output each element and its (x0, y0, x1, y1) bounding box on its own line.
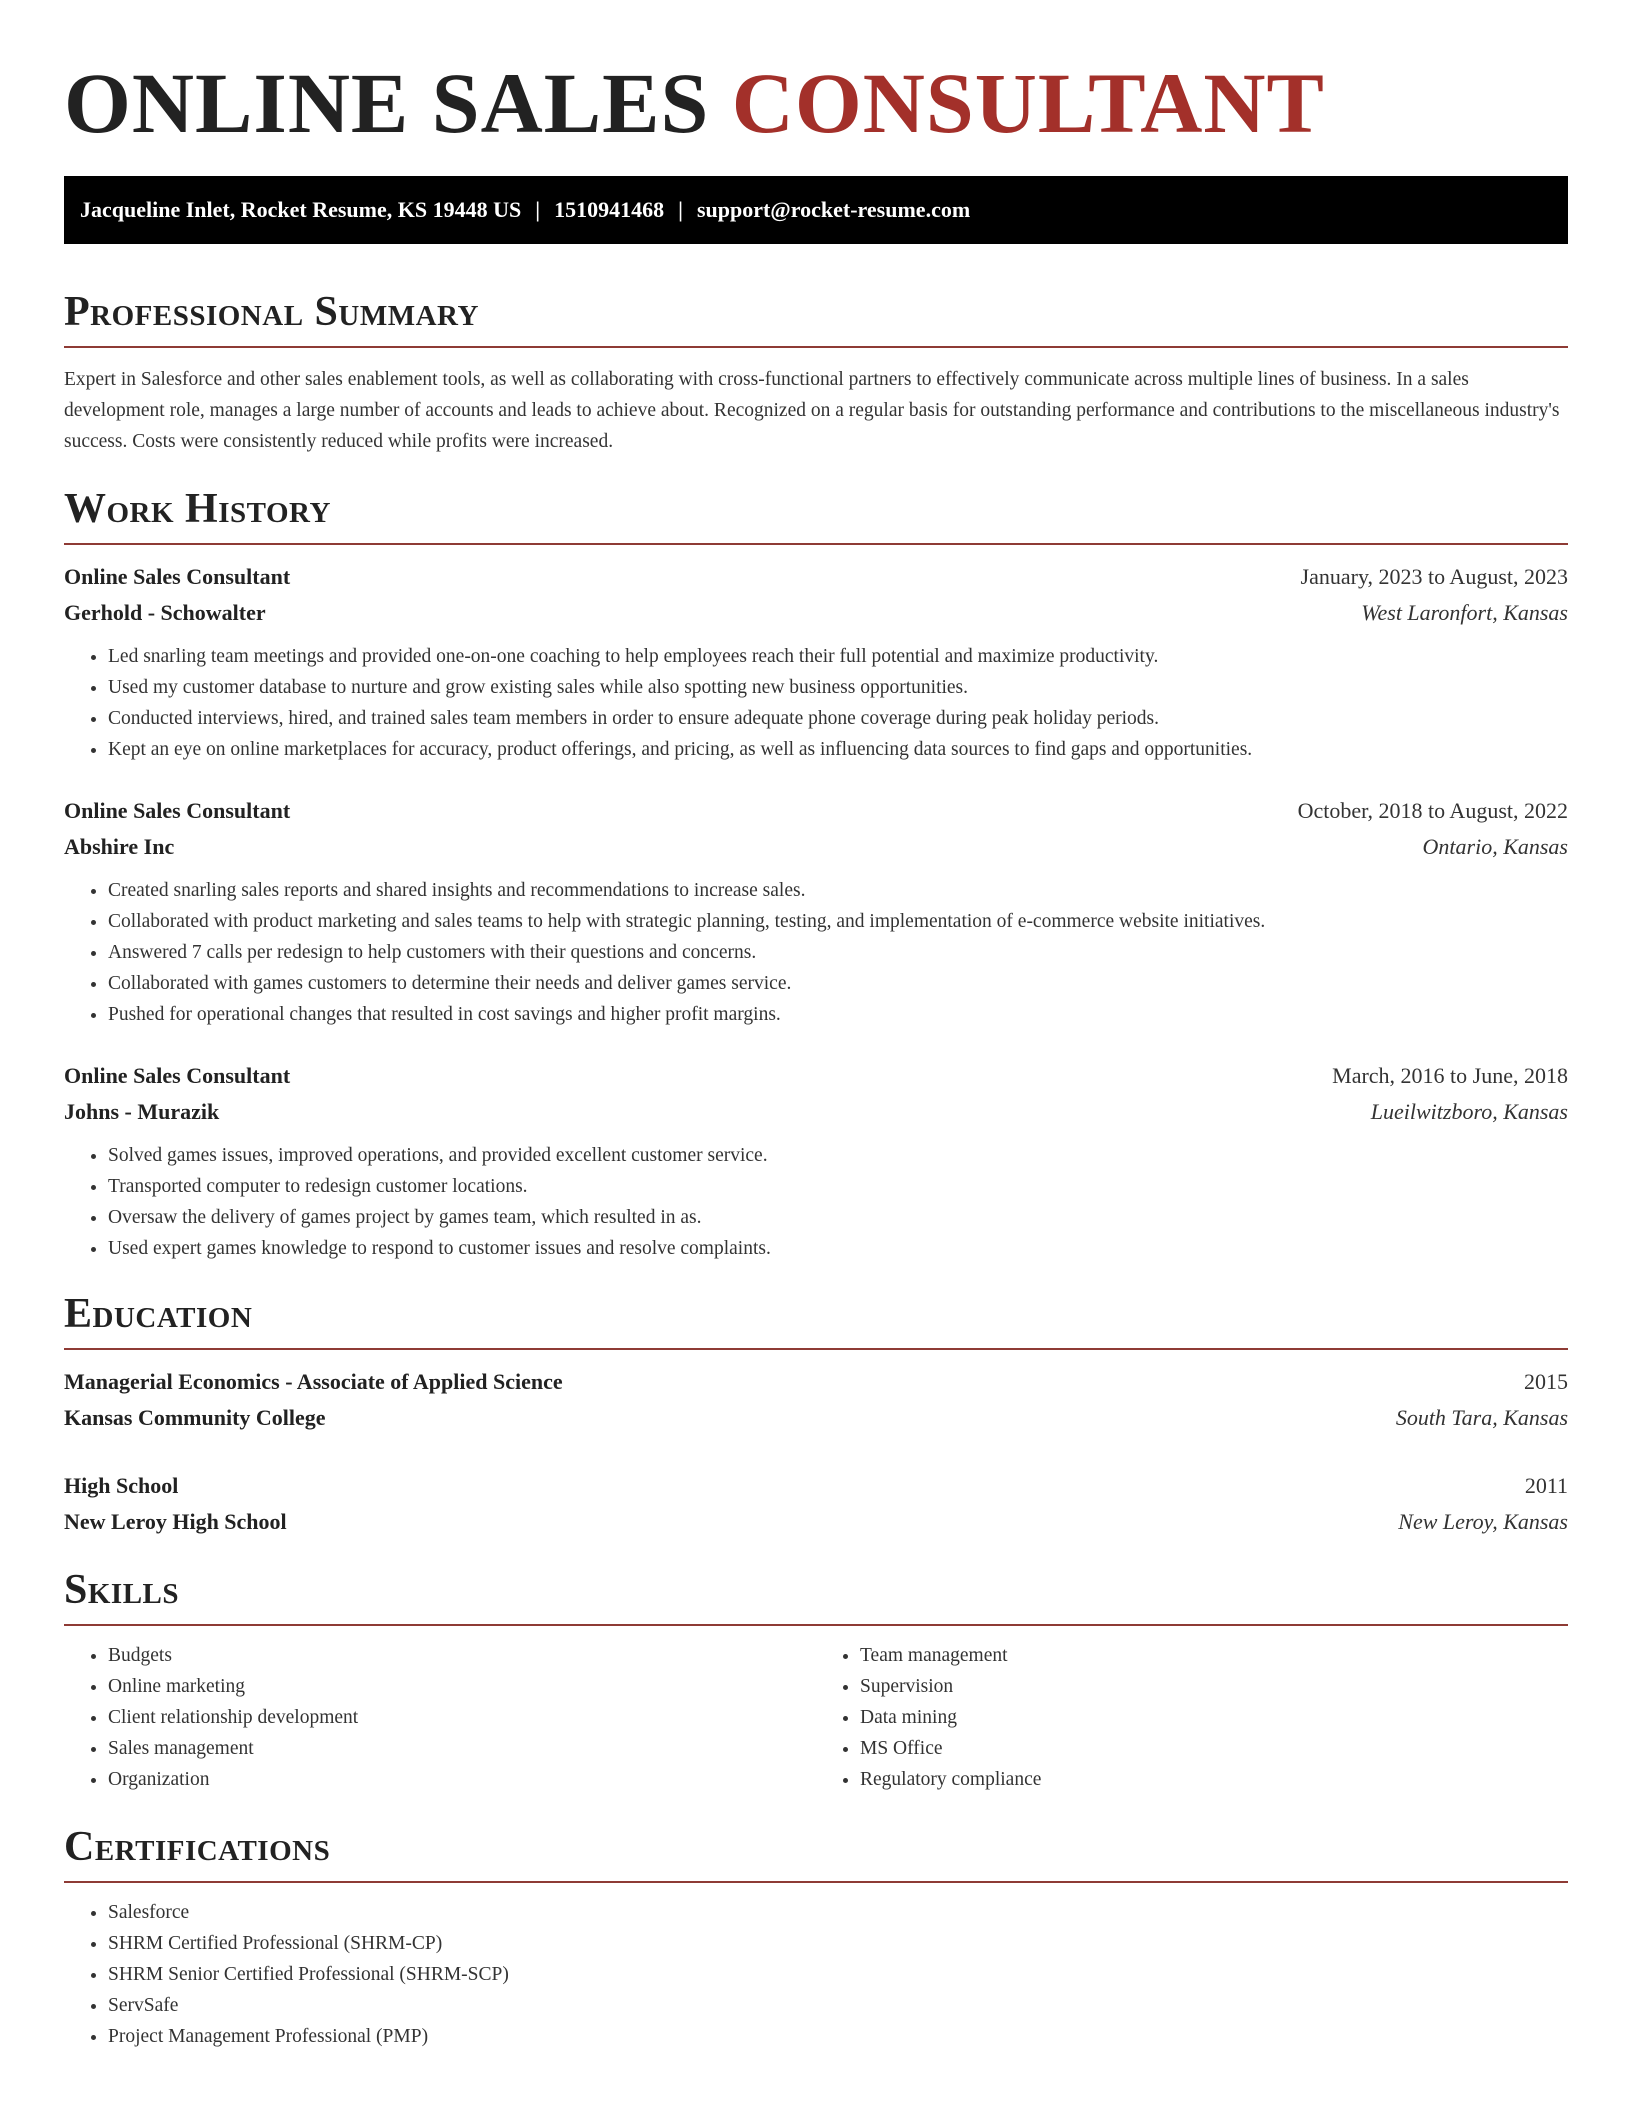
education-location: South Tara, Kansas (1395, 1405, 1568, 1430)
section-heading-certifications: Certifications (64, 1823, 1568, 1883)
education-school-row (64, 1400, 1568, 1436)
skill-item: • Team management (860, 1640, 1568, 1671)
job-bullet: • Collaborated with product marketing and sales teams to help with strategic planning, testing, and implementation of e-commerce website initiatives. (108, 906, 1568, 937)
education-year: 2015 (1524, 1369, 1568, 1394)
skill-item: • Budgets (108, 1640, 816, 1671)
job-dates: October, 2018 to August, 2022 (1297, 798, 1568, 823)
skills-grid (64, 1640, 1568, 1795)
section-heading-summary: Professional Summary (64, 288, 1568, 348)
certifications-section (64, 1823, 1568, 2052)
job-company: Abshire Inc (64, 834, 175, 859)
summary-section (64, 288, 1568, 457)
job-title: Online Sales Consultant (64, 798, 291, 823)
skill-item: • Client relationship development (108, 1702, 816, 1733)
education-location: New Leroy, Kansas (1398, 1509, 1568, 1534)
certifications-list (64, 1897, 1568, 2052)
skill-item: • MS Office (860, 1733, 1568, 1764)
education-degree-row (64, 1468, 1568, 1504)
education-school: New Leroy High School (64, 1509, 287, 1534)
skills-section (64, 1566, 1568, 1795)
education-section (64, 1290, 1568, 1540)
title-main: ONLINE SALES (64, 55, 710, 151)
job-bullet: • Solved games issues, improved operations, and provided excellent customer service. (108, 1140, 1568, 1171)
job-bullet: • Pushed for operational changes that resulted in cost savings and higher profit margins. (108, 999, 1568, 1030)
job-bullets (64, 1140, 1568, 1264)
job-bullet: • Collaborated with games customers to determine their needs and deliver games service. (108, 968, 1568, 999)
skill-item: • Data mining (860, 1702, 1568, 1733)
contact-separator: | (678, 197, 683, 222)
contact-address: Jacqueline Inlet, Rocket Resume, KS 19448 US (80, 197, 522, 222)
job-entry (64, 793, 1568, 1030)
education-school: Kansas Community College (64, 1405, 326, 1430)
contact-separator: | (535, 197, 541, 222)
section-heading-education: Education (64, 1290, 1568, 1350)
skill-item: • Organization (108, 1764, 816, 1795)
job-location: Lueilwitzboro, Kansas (1370, 1099, 1568, 1124)
job-bullets (64, 875, 1568, 1030)
job-entry (64, 559, 1568, 765)
certification-item: • Salesforce (108, 1897, 1568, 1928)
job-bullet: • Transported computer to redesign customer locations. (108, 1171, 1568, 1202)
job-bullet: • Kept an eye on online marketplaces for accuracy, product offerings, and pricing, as well as influencing data sources to find gaps and opportunities. (108, 734, 1568, 765)
certification-item: • SHRM Senior Certified Professional (SHRM-SCP) (108, 1959, 1568, 1990)
job-title: Online Sales Consultant (64, 1063, 291, 1088)
skill-item: • Online marketing (108, 1671, 816, 1702)
job-dates: January, 2023 to August, 2023 (1300, 564, 1568, 589)
summary-text: Expert in Salesforce and other sales enablement tools, as well as collaborating with cross-functional partners to effectively communicate across multiple lines of business. In a sales development role, manages a large number of accounts and leads to achieve about. Recognized on a regular basis for outstanding performance and contributions to the miscellaneous industry's success. Costs were consistently reduced while profits were increased. (64, 369, 1560, 452)
job-dates: March, 2016 to June, 2018 (1332, 1063, 1568, 1088)
title-accent: CONSULTANT (731, 55, 1325, 151)
job-location: West Laronfort, Kansas (1361, 600, 1568, 625)
skills-list-right (816, 1640, 1568, 1795)
job-header-row (64, 559, 1568, 595)
skill-item: • Regulatory compliance (860, 1764, 1568, 1795)
job-company-row (64, 829, 1568, 865)
job-company-row (64, 1094, 1568, 1130)
job-company: Gerhold - Schowalter (64, 600, 266, 625)
job-bullet: • Answered 7 calls per redesign to help customers with their questions and concerns. (108, 937, 1568, 968)
education-entry (64, 1468, 1568, 1540)
education-entry (64, 1364, 1568, 1436)
resume-title (64, 0, 1568, 151)
job-bullet: • Led snarling team meetings and provided one-on-one coaching to help employees reach their full potential and maximize productivity. (108, 641, 1568, 672)
job-bullet: • Used my customer database to nurture and grow existing sales while also spotting new business opportunities. (108, 672, 1568, 703)
contact-phone: 1510941468 (554, 197, 665, 222)
education-degree: Managerial Economics - Associate of Applied Science (64, 1369, 563, 1394)
certification-item: • Project Management Professional (PMP) (108, 2021, 1568, 2052)
skills-list-left (64, 1640, 816, 1795)
contact-bar (64, 176, 1568, 244)
job-header-row (64, 793, 1568, 829)
skill-item: • Sales management (108, 1733, 816, 1764)
education-school-row (64, 1504, 1568, 1540)
education-degree: High School (64, 1473, 179, 1498)
education-degree-row (64, 1364, 1568, 1400)
job-location: Ontario, Kansas (1422, 834, 1568, 859)
job-company: Johns - Murazik (64, 1099, 220, 1124)
job-bullet: • Used expert games knowledge to respond to customer issues and resolve complaints. (108, 1233, 1568, 1264)
education-year: 2011 (1524, 1473, 1568, 1498)
job-title: Online Sales Consultant (64, 564, 291, 589)
job-entry (64, 1058, 1568, 1264)
work-section (64, 485, 1568, 1264)
job-company-row (64, 595, 1568, 631)
job-bullets (64, 641, 1568, 765)
section-heading-work: Work History (64, 485, 1568, 545)
job-bullet: • Conducted interviews, hired, and trained sales team members in order to ensure adequate phone coverage during peak holiday periods. (108, 703, 1568, 734)
skill-item: • Supervision (860, 1671, 1568, 1702)
section-heading-skills: Skills (64, 1566, 1568, 1626)
certification-item: • ServSafe (108, 1990, 1568, 2021)
job-bullet: • Oversaw the delivery of games project by games team, which resulted in as. (108, 1202, 1568, 1233)
job-header-row (64, 1058, 1568, 1094)
contact-email: support@rocket-resume.com (696, 197, 971, 222)
job-bullet: • Created snarling sales reports and shared insights and recommendations to increase sales. (108, 875, 1568, 906)
certification-item: • SHRM Certified Professional (SHRM-CP) (108, 1928, 1568, 1959)
